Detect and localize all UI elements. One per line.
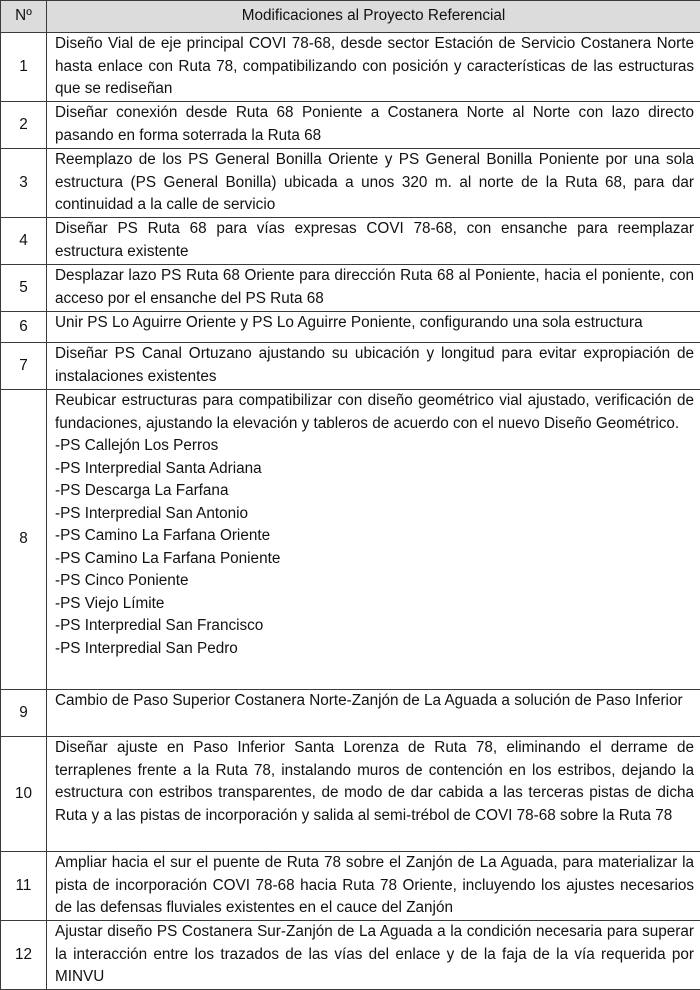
- structure-list-item: -PS Interpredial San Antonio: [55, 503, 694, 526]
- row-description: Diseñar conexión desde Ruta 68 Poniente a Costanera Norte al Norte con lazo directo pasando en forma soterrada la Ruta 68: [47, 102, 700, 149]
- row-description: Diseño Vial de eje principal COVI 78-68, desde sector Estación de Servicio Costanera Norte hasta enlace con Ruta 78, compatibilizando con posición y características de las estructuras que se rediseñan: [47, 33, 700, 102]
- structure-list-item: -PS Camino La Farfana Oriente: [55, 525, 694, 548]
- row-number: 5: [1, 265, 47, 312]
- table-header-row: [1, 1, 700, 33]
- row-number: 2: [1, 102, 47, 149]
- row-number: 12: [1, 921, 47, 990]
- table-row: [1, 343, 700, 390]
- row-number: 1: [1, 33, 47, 102]
- structure-list-item: -PS Descarga La Farfana: [55, 480, 694, 503]
- row-number: 9: [1, 690, 47, 737]
- row-description: Ajustar diseño PS Costanera Sur-Zanjón de La Aguada a la condición necesaria para superar la interacción entre los trazados de las vías del enlace y de la faja de la vía requerida por MINVU: [47, 921, 700, 990]
- table-row: [1, 390, 700, 690]
- table-row: [1, 218, 700, 265]
- structure-list-item: -PS Interpredial San Francisco: [55, 615, 694, 638]
- row-number: 7: [1, 343, 47, 390]
- structure-list-item: -PS Interpredial Santa Adriana: [55, 458, 694, 481]
- row-description: Cambio de Paso Superior Costanera Norte-Zanjón de La Aguada a solución de Paso Inferior: [47, 690, 700, 737]
- table-row: [1, 312, 700, 343]
- structure-list-item: -PS Interpredial San Pedro: [55, 638, 694, 661]
- table-row: [1, 102, 700, 149]
- row-description: Desplazar lazo PS Ruta 68 Oriente para dirección Ruta 68 al Poniente, hacia el poniente, con acceso por el ensanche del PS Ruta 68: [47, 265, 700, 312]
- row-description: Reemplazo de los PS General Bonilla Oriente y PS General Bonilla Poniente por una sola estructura (PS General Bonilla) ubicada a unos 320 m. al norte de la Ruta 68, para dar continuidad a la calle de servicio: [47, 149, 700, 218]
- row-number: 6: [1, 312, 47, 343]
- structure-list-item: -PS Callejón Los Perros: [55, 435, 694, 458]
- structure-list-item: -PS Viejo Límite: [55, 593, 694, 616]
- row-number: 11: [1, 852, 47, 921]
- row-number: 8: [1, 390, 47, 690]
- row-description: Unir PS Lo Aguirre Oriente y PS Lo Aguirre Poniente, configurando una sola estructura: [47, 312, 700, 343]
- row-number: 4: [1, 218, 47, 265]
- structure-list-item: -PS Cinco Poniente: [55, 570, 694, 593]
- table-row: [1, 265, 700, 312]
- row-number: 3: [1, 149, 47, 218]
- row-description: Diseñar ajuste en Paso Inferior Santa Lorenza de Ruta 78, eliminando el derrame de terraplenes frente a la Ruta 78, instalando muros de contención en los estribos, dejando la estructura con estribos transparentes, de modo de dar cabida a las terceras pistas de dicha Ruta y a las pistas de incorporación y salida al semi-trébol de COVI 78-68 sobre la Ruta 78: [47, 737, 700, 852]
- table-row: [1, 690, 700, 737]
- row-description: [47, 390, 700, 690]
- row-description: Ampliar hacia el sur el puente de Ruta 78 sobre el Zanjón de La Aguada, para materializar la pista de incorporación COVI 78-68 hacia Ruta 78 Oriente, incluyendo los ajustes necesarios de las defensas fluviales existentes en el cauce del Zanjón: [47, 852, 700, 921]
- row-number: 10: [1, 737, 47, 852]
- structure-list-item: -PS Camino La Farfana Poniente: [55, 548, 694, 571]
- table-row: [1, 33, 700, 102]
- table-row: [1, 737, 700, 852]
- table-row: [1, 149, 700, 218]
- header-title: Modificaciones al Proyecto Referencial: [47, 1, 700, 33]
- table-row: [1, 921, 700, 990]
- row-description: Diseñar PS Ruta 68 para vías expresas COVI 78-68, con ensanche para reemplazar estructura existente: [47, 218, 700, 265]
- table-row: [1, 852, 700, 921]
- header-number: Nº: [1, 1, 47, 33]
- row-description-text: Reubicar estructuras para compatibilizar con diseño geométrico vial ajustado, verificación de fundaciones, ajustando la elevación y tableros de acuerdo con el nuevo Diseño Geométrico.: [55, 390, 694, 435]
- row-description: Diseñar PS Canal Ortuzano ajustando su ubicación y longitud para evitar expropiación de instalaciones existentes: [47, 343, 700, 390]
